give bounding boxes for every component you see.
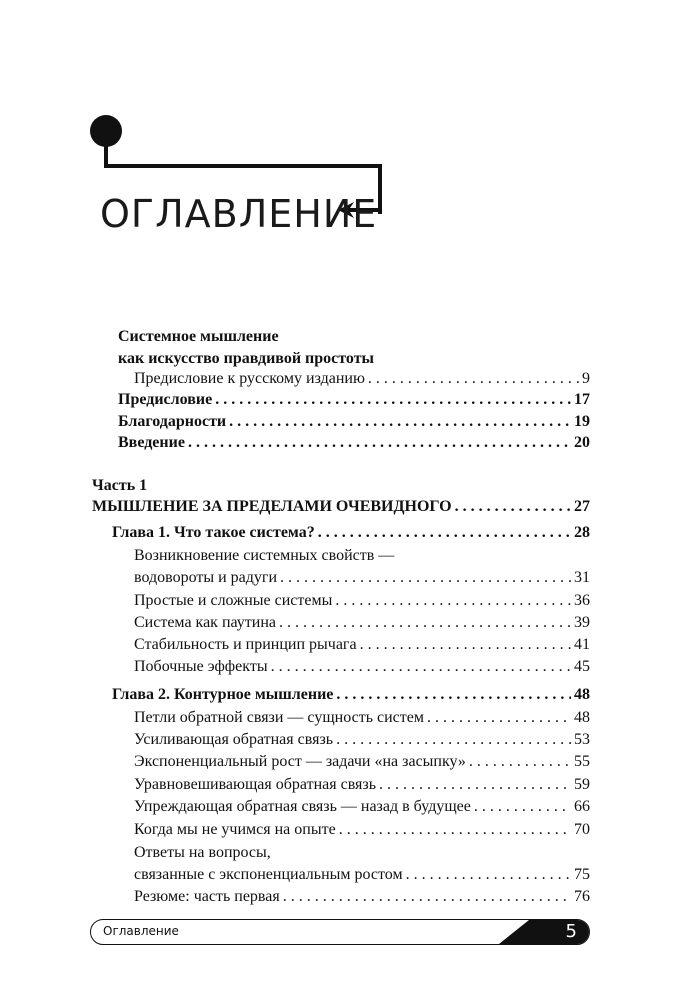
page-number: 5 — [565, 921, 577, 942]
toc-entry[interactable] — [134, 886, 590, 908]
toc-entry-page: 55 — [574, 753, 590, 770]
page-title: ОГЛАВЛЕНИЕ — [100, 192, 378, 236]
toc-entry-page: 41 — [574, 636, 590, 653]
front-title-line1: Системное мышление — [118, 328, 279, 345]
dot-leader — [188, 432, 571, 454]
toc-entry-page: 70 — [574, 821, 590, 838]
toc-entry-title: Петли обратной связи — сущность систем — [134, 709, 424, 726]
dot-leader — [279, 612, 571, 634]
dot-leader — [271, 656, 571, 678]
dot-leader — [339, 819, 571, 841]
toc-entry[interactable] — [134, 729, 590, 751]
footer-label: Оглавление — [103, 924, 179, 938]
toc-entry-page: 9 — [582, 370, 590, 387]
toc-entry-title: Уравновешивающая обратная связь — [134, 776, 377, 793]
toc-entry[interactable] — [134, 590, 590, 612]
front-title-line2: как искусство правдивой простоты — [118, 350, 375, 367]
toc-entry-title: Стабильность и принцип рычага — [134, 636, 357, 653]
part-label: Часть 1 — [92, 477, 148, 494]
toc-entry-page: 27 — [574, 498, 590, 515]
toc-entry-page: 36 — [574, 592, 590, 609]
dot-leader — [280, 567, 571, 589]
toc-entry[interactable] — [134, 864, 590, 886]
toc-entry[interactable] — [118, 432, 590, 454]
toc-entry-title: водовороты и радуги — [134, 569, 278, 586]
toc-entry[interactable] — [134, 656, 590, 678]
toc-entry-title: Резюме: часть первая — [134, 888, 280, 905]
dot-leader — [427, 707, 571, 729]
dot-leader — [469, 751, 571, 773]
toc-entry[interactable] — [118, 389, 590, 411]
toc-entry[interactable] — [134, 707, 590, 729]
toc-entry-page: 76 — [574, 888, 590, 905]
dot-leader — [336, 729, 571, 751]
toc-entry-title: связанные с экспоненциальным ростом — [134, 866, 403, 883]
dot-leader — [229, 411, 571, 433]
part-title: МЫШЛЕНИЕ ЗА ПРЕДЕЛАМИ ОЧЕВИДНОГО — [92, 498, 452, 515]
toc-entry-chapter[interactable] — [112, 684, 590, 706]
dot-leader — [360, 634, 571, 656]
toc-entry-title: Упреждающая обратная связь — назад в будущее — [134, 798, 471, 815]
toc-entry[interactable] — [134, 634, 590, 656]
toc-entry-title: Благодарности — [118, 413, 227, 430]
toc-entry[interactable] — [134, 368, 590, 390]
dot-leader — [283, 886, 571, 908]
toc-entry-title: Введение — [118, 434, 185, 451]
toc-entry-title-line1: Ответы на вопросы, — [134, 844, 271, 861]
dot-leader — [379, 774, 571, 796]
toc-entry-page: 59 — [574, 776, 590, 793]
page-footer — [90, 919, 590, 945]
toc-entry[interactable] — [134, 612, 590, 634]
toc-entry[interactable] — [134, 567, 590, 589]
toc-entry-part[interactable] — [92, 496, 590, 518]
toc-entry-page: 17 — [574, 391, 590, 408]
toc-entry[interactable] — [134, 796, 590, 818]
dot-leader — [455, 496, 571, 518]
toc-entry-page: 31 — [574, 569, 590, 586]
toc-entry-title: Предисловие к русскому изданию — [134, 370, 365, 387]
toc-entry-title: Побочные эффекты — [134, 658, 268, 675]
toc-entry-title: Усиливающая обратная связь — [134, 731, 334, 748]
toc-entry[interactable] — [134, 819, 590, 841]
toc-entry-page: 20 — [574, 434, 590, 451]
dot-leader — [336, 684, 571, 706]
chapter-title: Глава 1. Что такое система? — [112, 524, 315, 541]
dot-leader — [474, 796, 571, 818]
toc-entry-title: Система как паутина — [134, 614, 277, 631]
toc-entry-page: 45 — [574, 658, 590, 675]
toc-entry-page: 39 — [574, 614, 590, 631]
toc-entry[interactable] — [118, 411, 590, 433]
toc-entry-title: Простые и сложные системы — [134, 592, 333, 609]
toc-entry-page: 48 — [574, 686, 590, 703]
toc-entry-title-line1: Возникновение системных свойств — — [134, 547, 395, 564]
toc-entry-page: 19 — [574, 413, 590, 430]
toc-entry-chapter[interactable] — [112, 522, 590, 544]
dot-leader — [406, 864, 571, 886]
toc-entry-title: Экспоненциальный рост — задачи «на засыпку» — [134, 753, 466, 770]
toc-entry-title: Когда мы не учимся на опыте — [134, 821, 336, 838]
toc-entry-page: 66 — [574, 798, 590, 815]
chapter-title: Глава 2. Контурное мышление — [112, 686, 334, 703]
toc-entry[interactable] — [134, 751, 590, 773]
toc-entry-page: 53 — [574, 731, 590, 748]
toc-entry[interactable] — [134, 774, 590, 796]
toc-entry-page: 75 — [574, 866, 590, 883]
dot-leader — [318, 522, 571, 544]
toc-entry-title: Предисловие — [118, 391, 213, 408]
toc-entry-page: 28 — [574, 524, 590, 541]
dot-leader — [368, 368, 579, 390]
dot-leader — [335, 590, 571, 612]
toc-entry-page: 48 — [574, 709, 590, 726]
dot-leader — [215, 389, 571, 411]
